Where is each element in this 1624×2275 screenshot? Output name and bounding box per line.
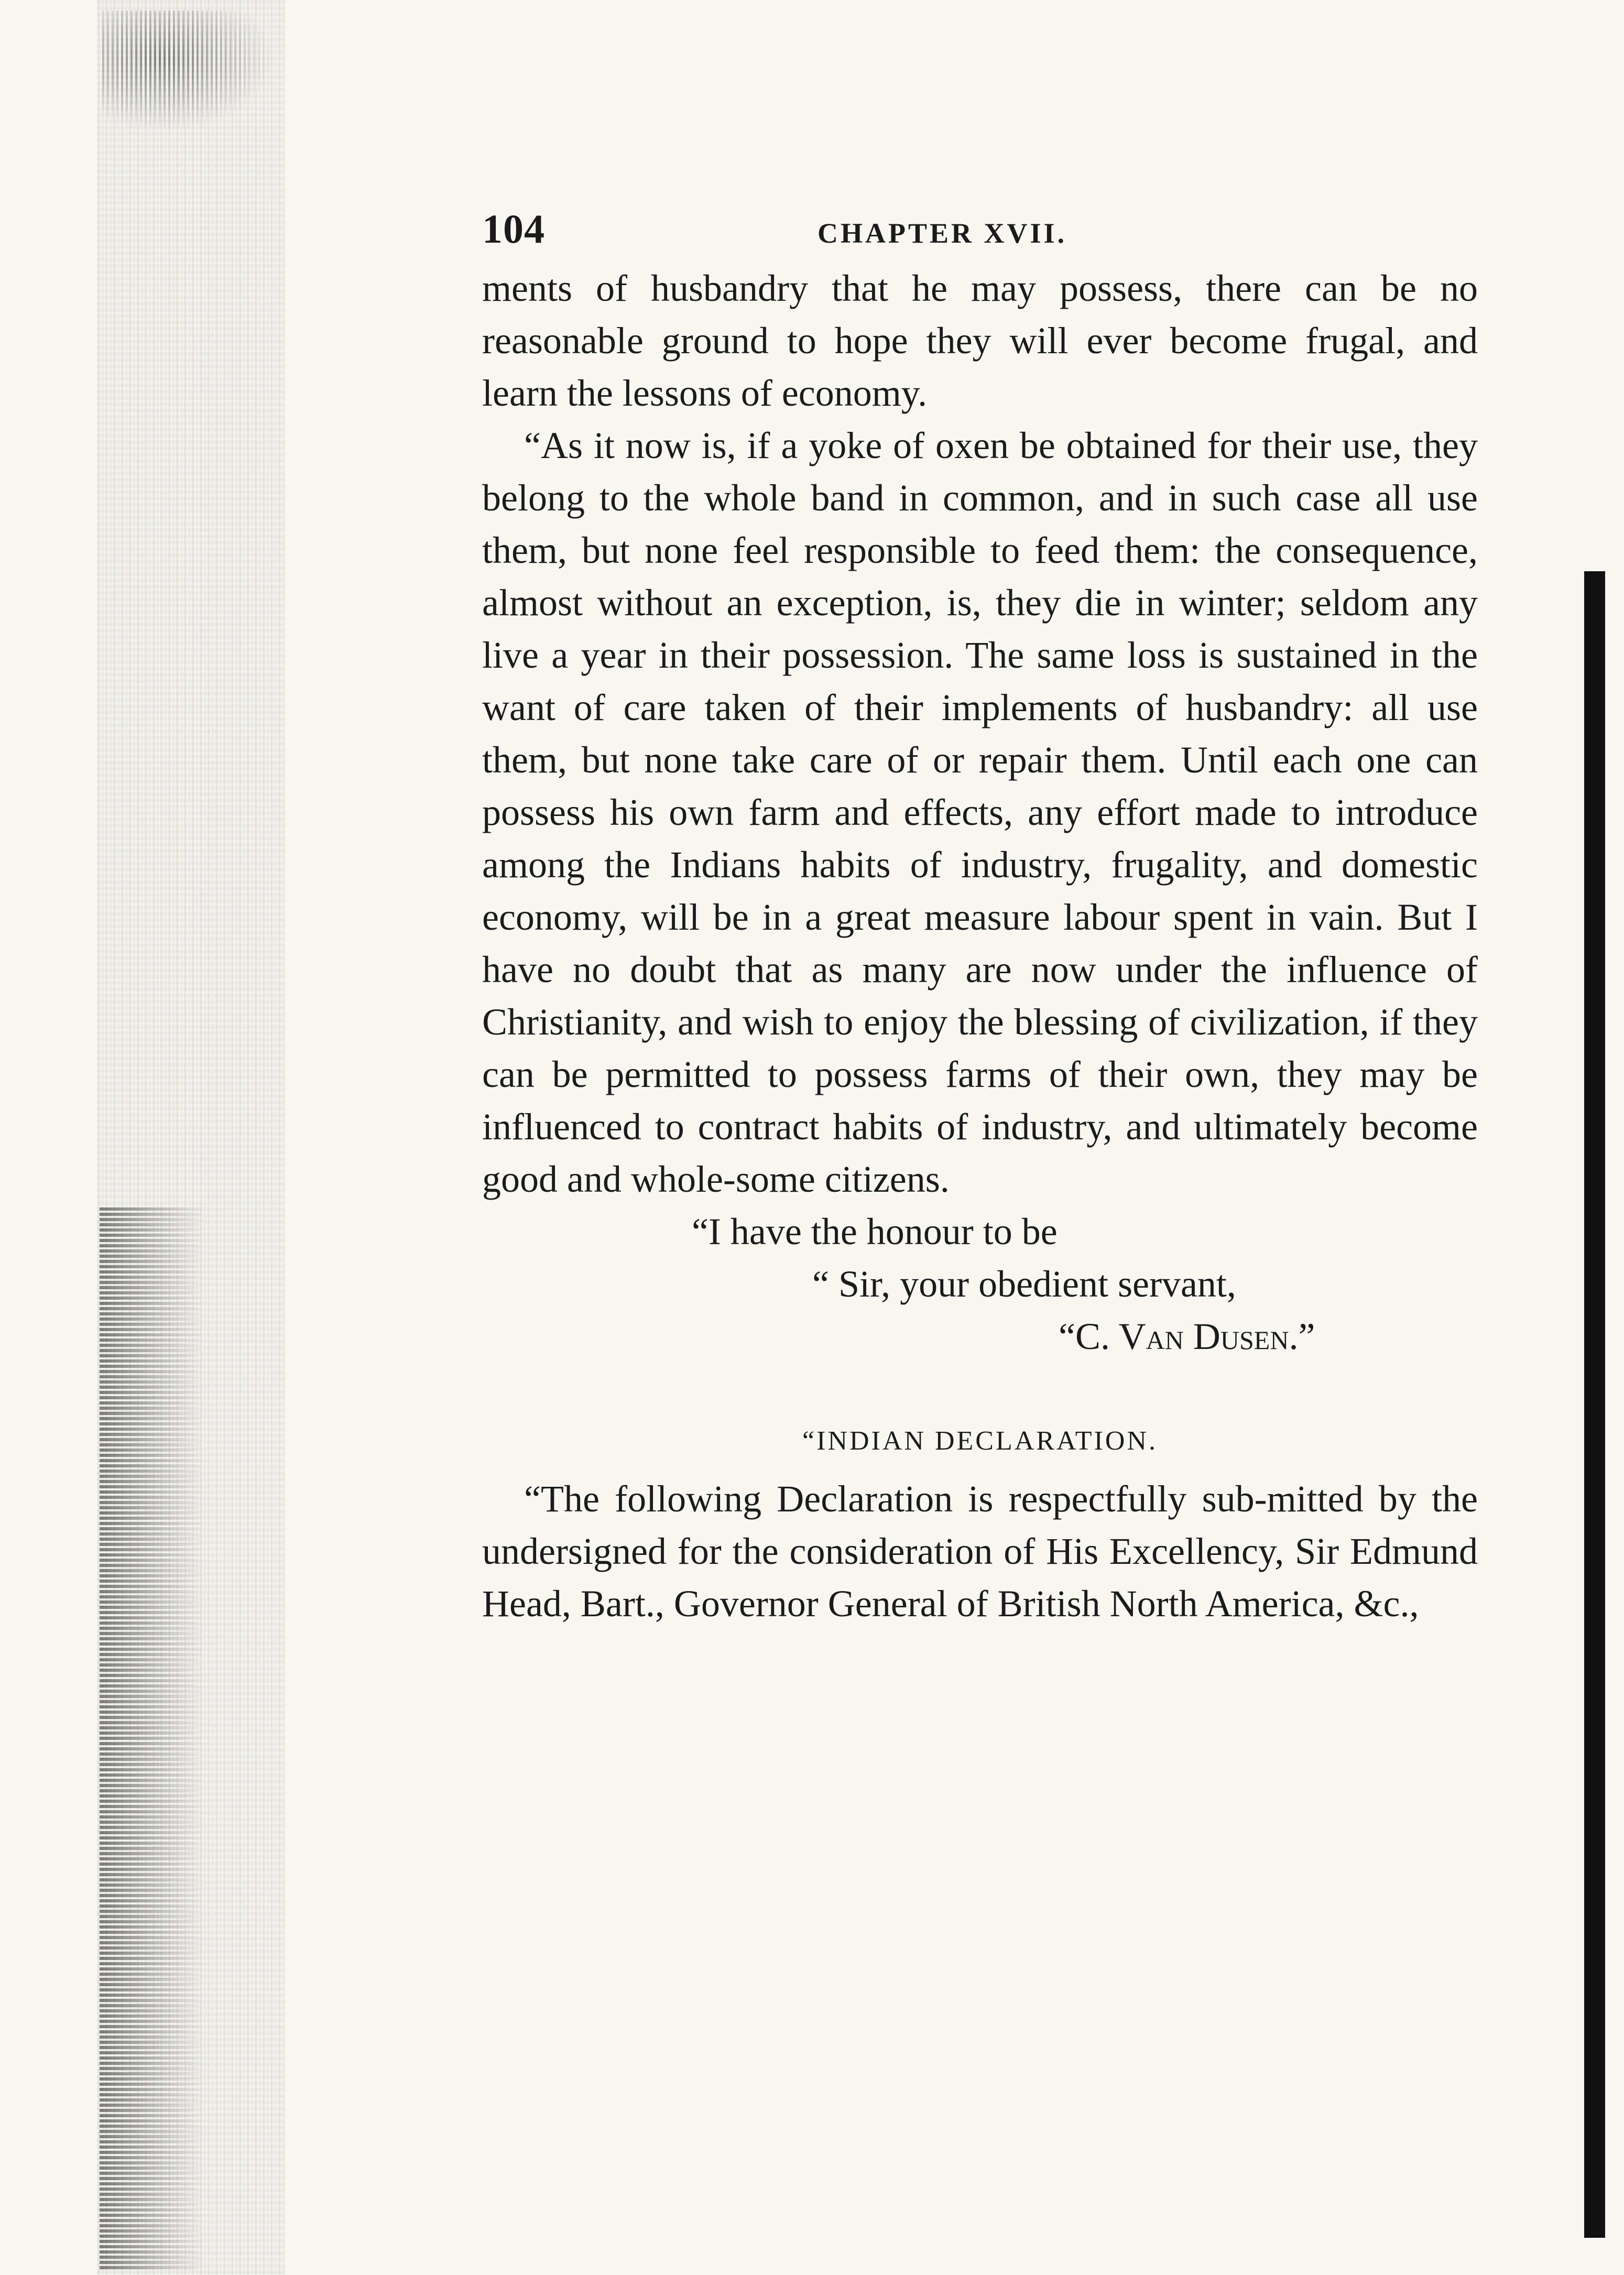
paragraph-continued: ments of husbandry that he may possess, there can be no reasonable ground to hope they will ever become frugal, and learn the lessons of economy. [482, 267, 1478, 414]
running-head [482, 199, 1478, 262]
chapter-heading: CHAPTER XVII. [818, 217, 1067, 249]
declaration-paragraph: “The following Declaration is respectfully sub-mitted by the undersigned for the consideration of His Excellency, Sir Edmund Head, Bart., Governor General of British North America, &c., [482, 1478, 1478, 1625]
closing-signature: “C. Van Dusen.” [1059, 1315, 1315, 1357]
closing-line-honour: “I have the honour to be [692, 1211, 1058, 1253]
scan-gutter-shadow [100, 1205, 204, 2269]
page-number: 104 [482, 206, 545, 252]
section-heading: “INDIAN DECLARATION. [802, 1426, 1158, 1456]
scan-gutter-smudge [102, 10, 275, 131]
paragraph-letter-body: “As it now is, if a yoke of oxen be obtained for their use, they belong to the whole band in common, and in such case all use them, but none feel responsible to feed them: the consequence, almost without an exception, is, they die in winter; seldom any live a year in their possession. The same loss is sustained in the want of care taken of their implements of husbandry: all use them, but none take care of or repair them. Until each one can possess his own farm and effects, any effort made to introduce among the Indians habits of industry, frugality, and domestic economy, will be in a great measure labour spent in vain. But I have no doubt that as many are now under the influence of Christianity, and wish to enjoy the blessing of civilization, if they can be permitted to possess farms of their own, they may be influenced to contract habits of industry, and ultimately become good and whole-some citizens. [482, 424, 1478, 1200]
text-block [482, 199, 1478, 1630]
closing-line-servant: “ Sir, your obedient servant, [812, 1263, 1236, 1305]
scan-edge-bar [1584, 571, 1605, 2238]
